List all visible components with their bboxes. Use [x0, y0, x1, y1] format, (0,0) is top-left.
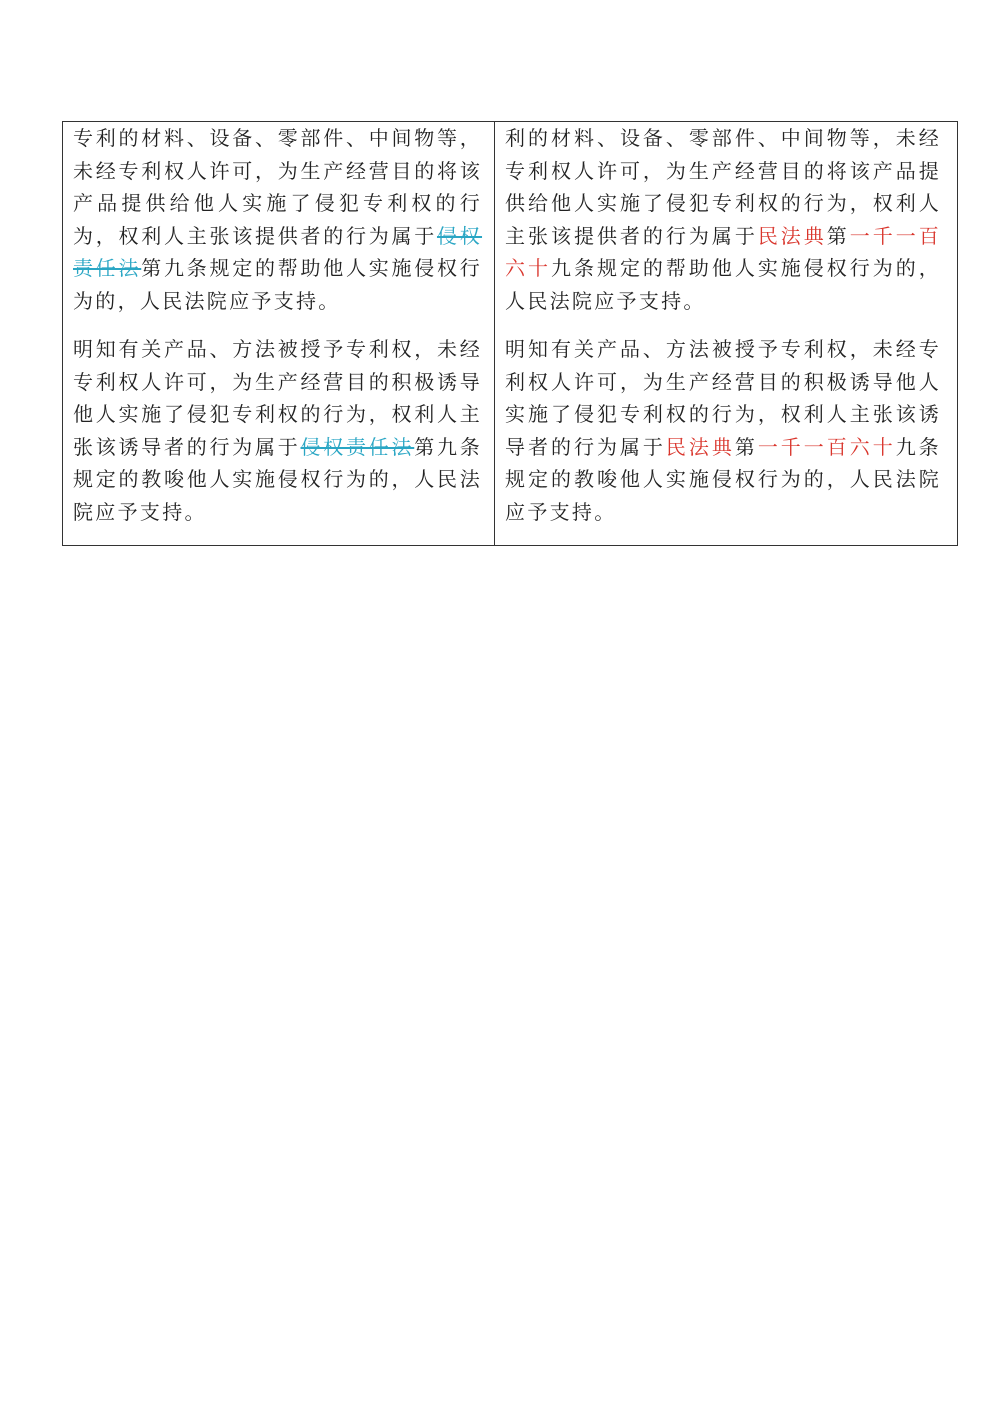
revised-paragraph-1	[505, 122, 941, 317]
paragraph-text: 明知有关产品、方法被授予专利权，未经专利权人许可，为生产经营目的积极诱导他人实施了侵犯专利权的行为，权利人主张该诱导者的行为属于	[73, 337, 483, 459]
original-paragraph-1	[73, 122, 482, 317]
revised-paragraph-2	[505, 333, 941, 528]
paragraph-text: 利的材料、设备、零部件、中间物等，未经专利权人许可，为生产经营目的将该产品提供给他人实施了侵犯专利权的行为，权利人主张该提供者的行为属于	[505, 126, 941, 248]
revised-text-column	[495, 122, 957, 545]
original-text-column	[63, 122, 495, 545]
paragraph-text: 第	[734, 434, 758, 459]
paragraph-text: 九条规定的帮助他人实施侵权行为的，人民法院应予支持。	[505, 256, 941, 313]
original-paragraph-2	[73, 333, 482, 528]
paragraph-text: 九条规定的教唆他人实施侵权行为的，人民法院应予支持。	[505, 434, 941, 524]
deleted-text: 侵权责任法	[300, 434, 415, 459]
inserted-text: 民法典	[665, 434, 735, 459]
paragraph-text: 专利的材料、设备、零部件、中间物等，未经专利权人许可，为生产经营目的将该产品提供给他人实施了侵犯专利权的行为，权利人主张该提供者的行为属于	[73, 126, 483, 248]
inserted-text: 一千一百六十	[757, 434, 896, 459]
inserted-text: 民法典	[757, 223, 827, 248]
paragraph-text: 明知有关产品、方法被授予专利权，未经专利权人许可，为生产经营目的积极诱导他人实施了侵犯专利权的行为，权利人主张该诱导者的行为属于	[505, 337, 941, 459]
deleted-text: 侵权责任法	[73, 223, 483, 280]
comparison-table	[62, 121, 958, 546]
paragraph-text: 第	[826, 223, 850, 248]
inserted-text: 一千一百六十	[505, 223, 941, 280]
paragraph-text: 第九条规定的教唆他人实施侵权行为的，人民法院应予支持。	[73, 434, 483, 524]
paragraph-text: 第九条规定的帮助他人实施侵权行为的，人民法院应予支持。	[73, 256, 483, 313]
